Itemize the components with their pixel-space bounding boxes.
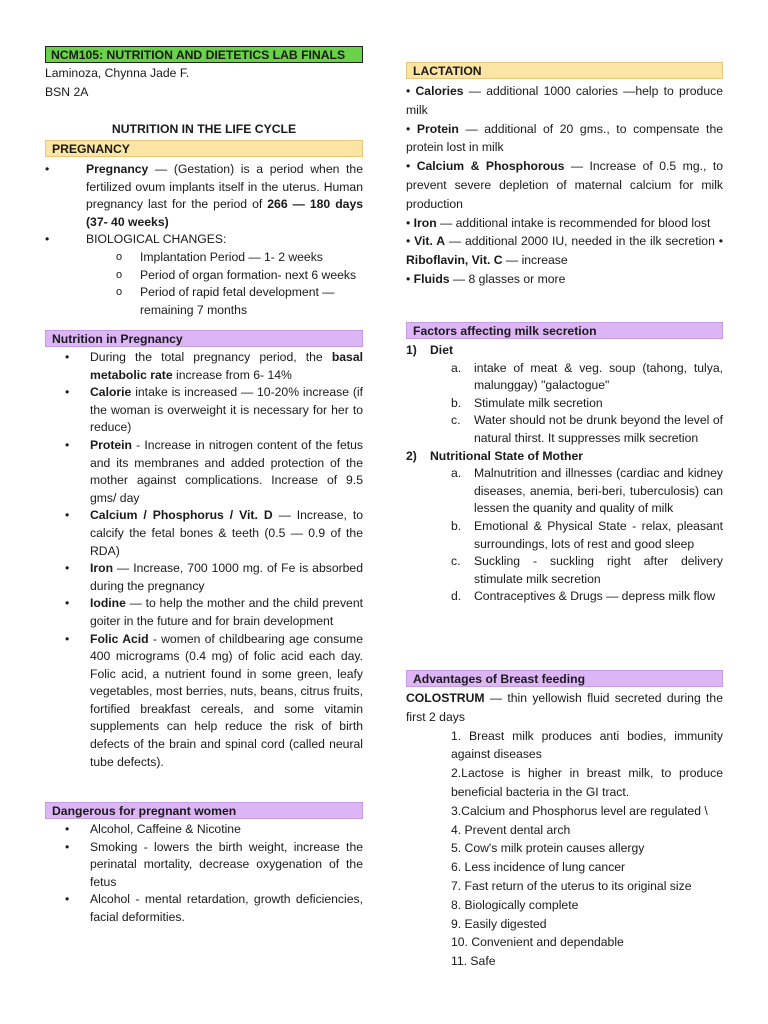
pregnancy-list xyxy=(45,161,363,319)
list-item: • Folic Acid - women of childbearing age consume 400 micrograms (0.4 mg) of folic acid each day. Folic acid, a nutrient found in some green, leafy vegetables, most berries, nuts, beans, citrus fruits, fortified breakfast cereals, and some vitamin supplements can help reduce the risk of birth defects of the brain and spinal cord (called neural tube defects). xyxy=(45,631,363,772)
nutrition-list xyxy=(45,349,363,771)
page-subtitle: NUTRITION IN THE LIFE CYCLE xyxy=(111,122,297,136)
sub-list-item: d. Contraceptives & Drugs — depress milk flow xyxy=(451,589,716,604)
nutrition-heading: Nutrition in Pregnancy xyxy=(45,330,363,347)
list-item: 11. Safe xyxy=(451,954,496,969)
list-item: 6. Less incidence of lung cancer xyxy=(451,860,626,875)
sub-list-item: o Period of rapid fetal development — remaining 7 months xyxy=(45,284,363,319)
colostrum-definition: COLOSTRUM — thin yellowish fluid secreted during the first 2 days xyxy=(406,691,723,724)
list-item: • Pregnancy — (Gestation) is a period when the fertilized ovum implants itself in the uterus. Human pregnancy last for the period of 266 — 180 days (37- 40 weeks) xyxy=(45,161,363,231)
lactation-heading: LACTATION xyxy=(406,62,723,79)
list-item: • Protein — additional of 20 gms., to compensate the protein lost in milk xyxy=(406,121,723,155)
sub-list-item: b. Stimulate milk secretion xyxy=(451,395,603,410)
list-item: 7. Fast return of the uterus to its original size xyxy=(451,878,692,893)
list-item: • During the total pregnancy period, the basal metabolic rate increase from 6- 14% xyxy=(45,349,363,384)
sub-list-item: o Implantation Period — 1- 2 weeks xyxy=(45,249,363,267)
sub-list-item: b. Emotional & Physical State - relax, pleasant surroundings, lots of rest and good sleep xyxy=(451,518,723,551)
list-item: • Smoking - lowers the birth weight, increase the perinatal mortality, decrease oxygenation of the fetus xyxy=(45,839,363,892)
list-item: • Calcium / Phosphorus / Vit. D — Increase, to calcify the fetal bones & teeth (0.5 — 0.9 of the RDA) xyxy=(45,507,363,560)
list-item: 2.Lactose is higher in breast milk, to produce beneficial bacteria in the GI tract. xyxy=(451,766,723,799)
list-item: 9. Easily digested xyxy=(451,916,547,931)
list-item: • Calorie intake is increased — 10-20% increase (if the woman is overweight it is necessary for her to reduce) xyxy=(45,384,363,437)
factors-heading: Factors affecting milk secretion xyxy=(406,322,723,339)
list-item: • Iron — Increase, 700 1000 mg. of Fe is absorbed during the pregnancy xyxy=(45,560,363,595)
section-label: BSN 2A xyxy=(45,85,89,99)
list-item: • Alcohol, Caffeine & Nicotine xyxy=(45,821,363,839)
sub-list-item: a. intake of meat & veg. soup (tahong, tulya, malunggay) "galactogue" xyxy=(451,360,723,393)
list-item: • Fluids — 8 glasses or more xyxy=(406,271,566,286)
document-title: NCM105: NUTRITION AND DIETETICS LAB FINALS xyxy=(45,46,363,63)
list-item: • Calcium & Phosphorous — Increase of 0.5 mg., to prevent severe depletion of maternal calcium for milk production xyxy=(406,159,723,211)
sub-list-item: c. Suckling - suckling right after delivery stimulate milk secretion xyxy=(451,554,723,586)
list-item: 4. Prevent dental arch xyxy=(451,822,571,837)
list-item: • Protein - Increase in nitrogen content of the fetus and its membranes and added protection of the mother against complications. Increase of 9.5 gms/ day xyxy=(45,437,363,507)
sub-list-item: a. Malnutrition and illnesses (cardiac and kidney diseases, anemia, beri-beri, tuberculosis) can lessen the quanity and quality of milk xyxy=(451,466,723,516)
lactation-list xyxy=(406,82,723,289)
danger-list xyxy=(45,821,363,927)
list-item: 10. Convenient and dependable xyxy=(451,935,624,950)
sub-list-item: o Period of organ formation- next 6 weeks xyxy=(45,267,363,285)
list-item: • Iron — additional intake is recommended for blood lost xyxy=(406,215,711,230)
danger-heading: Dangerous for pregnant women xyxy=(45,802,363,819)
advantages-heading: Advantages of Breast feeding xyxy=(406,670,723,687)
list-item: 1. Breast milk produces anti bodies, immunity against diseases xyxy=(451,728,723,762)
factors-list xyxy=(406,342,723,606)
list-item: 3.Calcium and Phosphorus level are regulated \ xyxy=(451,803,708,818)
list-item: 2) Nutritional State of Mother xyxy=(406,448,584,463)
list-item: 8. Biologically complete xyxy=(451,897,579,912)
list-item: • Iodine — to help the mother and the child prevent goiter in the future and for brain development xyxy=(45,595,363,630)
list-item: • Vit. A — additional 2000 IU, needed in the ilk secretion • Riboflavin, Vit. C — increase xyxy=(406,234,723,268)
list-item: 5. Cow's milk protein causes allergy xyxy=(451,841,645,856)
list-item: • BIOLOGICAL CHANGES: xyxy=(45,231,363,249)
sub-list-item: c. Water should not be drunk beyond the level of natural thirst. It suppresses milk secretion xyxy=(451,413,723,445)
pregnancy-heading: PREGNANCY xyxy=(45,140,363,157)
list-item: • Alcohol - mental retardation, growth deficiencies, facial deformities. xyxy=(45,891,363,926)
list-item: • Calories — additional 1000 calories —help to produce milk xyxy=(406,84,723,117)
author-name: Laminoza, Chynna Jade F. xyxy=(45,66,190,80)
list-item: 1) Diet xyxy=(406,343,454,357)
advantages-list xyxy=(406,689,723,971)
